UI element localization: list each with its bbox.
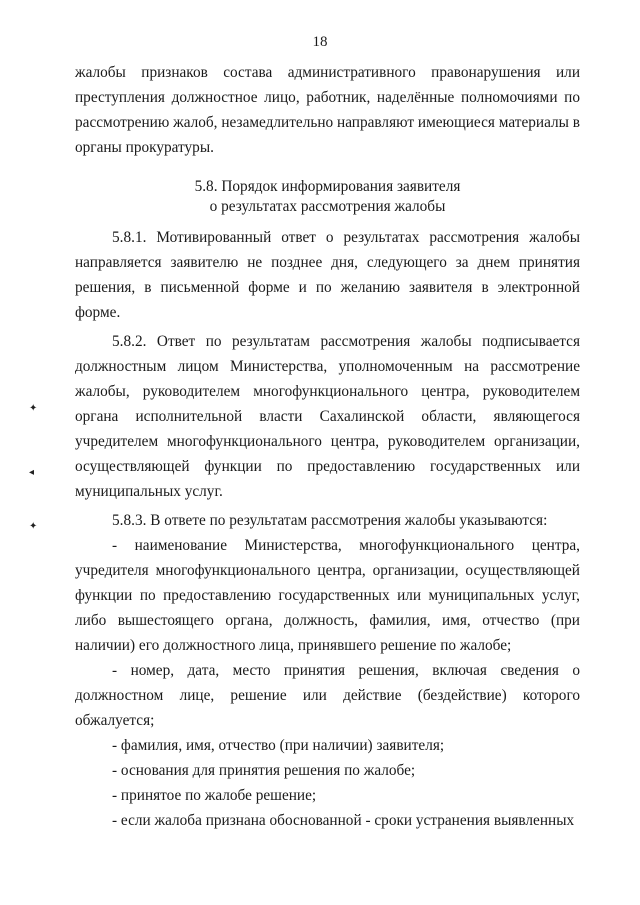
document-body <box>75 60 580 833</box>
list-item-6: - если жалоба признана обоснованной - сроки устранения выявленных <box>112 812 575 829</box>
margin-mark-3: ✦ <box>29 521 38 532</box>
list-item-2: - номер, дата, место принятия решения, включая сведения о должностном лице, решение или действие (бездействие) которого обжалуется; <box>75 662 580 729</box>
list-item-3: - фамилия, имя, отчество (при наличии) заявителя; <box>112 737 445 754</box>
section-heading-line1: 5.8. Порядок информирования заявителя <box>194 178 461 195</box>
paragraph-5-8-3: 5.8.3. В ответе по результатам рассмотрения жалобы указываются: <box>112 512 548 529</box>
margin-mark-1: ✦ <box>29 403 38 414</box>
paragraph-5-8-1: 5.8.1. Мотивированный ответ о результатах рассмотрения жалобы направляется заявителю не позднее дня, следующего за днем принятия решения, в письменной форме и по желанию заявителя в электронной форме. <box>75 229 580 321</box>
section-heading-line2: о результатах рассмотрения жалобы <box>209 198 446 215</box>
margin-mark-2: ◂ <box>29 467 35 478</box>
paragraph-5-8-2: 5.8.2. Ответ по результатам рассмотрения жалобы подписывается должностным лицом Министерства, уполномоченным на рассмотрение жалобы, руководителем многофункционального центра, руководителем органа исполнительной власти Сахалинской области, являющегося учредителем многофункционального центра, руководителем организации, осуществляющей функции по предоставлению государственных или муниципальных услуг. <box>75 333 580 500</box>
list-item-5: - принятое по жалобе решение; <box>112 787 317 804</box>
page-number: 18 <box>312 34 328 50</box>
list-item-4: - основания для принятия решения по жалобе; <box>112 762 416 779</box>
intro-paragraph: жалобы признаков состава административного правонарушения или преступления должностное лицо, работник, наделённые полномочиями по рассмотрению жалоб, незамедлительно направляют имеющиеся материалы в органы прокуратуры. <box>75 64 580 156</box>
section-heading <box>75 177 580 217</box>
list-item-1: - наименование Министерства, многофункционального центра, учредителя многофункционального центра, организации, осуществляющей функции по предоставлению государственных или муниципальных услуг, либо вышестоящего органа, должность, фамилия, имя, отчество (при наличии) его должностного лица, принявшего решение по жалобе; <box>75 537 580 654</box>
